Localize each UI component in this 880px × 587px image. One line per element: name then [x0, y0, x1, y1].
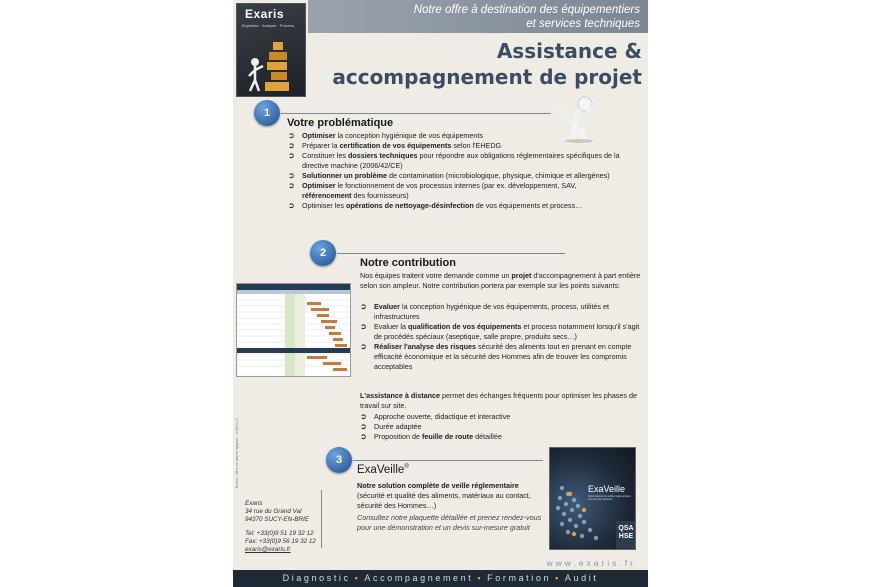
address-divider	[321, 490, 322, 548]
footer-item-accompagnement: Accompagnement	[364, 573, 474, 583]
list-item: ➲ Réaliser l'analyse des risques sécurité des aliments tout en prenant en compte efficacité économique et la sécurité des Hommes afin de trouver les compromis acceptables	[360, 342, 632, 371]
arrow-icon: ➲	[288, 201, 295, 210]
header-line-2: et services techniques	[526, 18, 640, 30]
section-1-list	[288, 131, 628, 211]
section-2-divider	[337, 253, 565, 254]
arrow-icon: ➲	[288, 131, 295, 140]
footer-item-formation: Formation	[487, 573, 552, 583]
header-band	[308, 0, 648, 33]
list-item: ➲ Approche ouverte, didactique et interactive	[360, 412, 511, 421]
list-item: ➲ Optimiser la conception hygiénique de vos équipements	[288, 131, 484, 140]
arrow-icon: ➲	[288, 181, 295, 190]
footer-band: Diagnostic ▪ Accompagnement ▪ Formation ▪ Audit	[233, 570, 648, 587]
logo-tagline: Expertise · Analyse · Process	[242, 23, 295, 28]
company-address	[245, 500, 316, 554]
page-title	[332, 38, 642, 90]
arrow-icon: ➲	[360, 412, 367, 421]
section-1-title: Votre problématique	[287, 117, 394, 129]
section-3-title: ExaVeille®	[357, 464, 409, 476]
exaveille-description: Notre solution complète de veille réglementaire (sécurité et qualité des aliments, matériaux au contact, sécurité des Hommes…)	[357, 481, 531, 510]
exaris-logo	[236, 3, 306, 97]
section-2-number: 2	[310, 240, 336, 266]
gantt-chart-image	[237, 284, 350, 376]
building-blocks-icon	[245, 36, 301, 94]
list-item: ➲ Solutionner un problème de contamination (microbiologique, physique, chimique et allergènes)	[288, 171, 610, 180]
list-item: ➲ Durée adaptée	[360, 422, 422, 431]
address-company: Exaris	[245, 500, 263, 507]
list-item: ➲ Préparer la certification de vos équipements selon l'EHEDG	[288, 141, 502, 150]
arrow-icon: ➲	[360, 322, 367, 331]
logo-brand: Exaris	[245, 7, 285, 21]
list-item: ➲ Optimiser les opérations de nettoyage-désinfection de vos équipements et process…	[288, 201, 583, 210]
arrow-icon: ➲	[288, 151, 295, 160]
arrow-icon: ➲	[360, 302, 367, 311]
address-email-link[interactable]: exaris@exaris.fr	[245, 546, 291, 554]
arrow-icon: ➲	[360, 342, 367, 351]
section-3-number: 3	[326, 447, 352, 473]
arrow-icon: ➲	[288, 141, 295, 150]
footer-item-audit: Audit	[564, 573, 599, 583]
arrow-icon: ➲	[360, 432, 367, 441]
exaveille-cta: Consultez notre plaquette détaillée et prenez rendez-vous pour une démonstration et un devis sur-mesure gratuit	[357, 513, 542, 532]
address-tel: Tel: +33(0)9 51 19 32 12	[245, 529, 314, 537]
address-fax: Fax: +33(0)9 56 19 32 12	[245, 537, 316, 545]
section-1-divider	[281, 113, 551, 114]
address-street: 34 rue du Grand Val	[245, 508, 302, 516]
title-line-2: accompagnement de projet	[332, 65, 642, 89]
title-line-1: Assistance &	[496, 39, 642, 63]
list-item: ➲ Constituer les dossiers techniques pour répondre aux obligations réglementaires spécifiques de la directive machine (2006/42/CE)	[288, 151, 620, 170]
section-2-intro: Nos équipes traitent votre demande comme un projet d'accompagnement à part entière selon son ampleur. Notre contribution portera par exemple sur les points suivants:	[360, 271, 641, 290]
brochure-badge: QSA HSE	[616, 521, 636, 549]
brochure-caption: Votre solution de veille réglementaire · sécurité des aliments	[588, 495, 633, 502]
website-link[interactable]: www.exaris.fr	[546, 558, 636, 568]
list-item: ➲ Optimiser le fonctionnement de vos processus internes (par ex. développement, SAV, référencement des fournisseurs)	[288, 181, 577, 200]
list-item: ➲ Proposition de feuille de route détaillée	[360, 432, 502, 441]
list-item: ➲ Evaluer la conception hygiénique de vos équipements, process, utilités et infrastructures	[360, 302, 609, 321]
section-2-list	[360, 302, 643, 372]
section-3-divider	[353, 460, 543, 461]
arrow-icon: ➲	[288, 171, 295, 180]
address-city: 94370 SUCY-EN-BRIE	[245, 516, 309, 524]
exaveille-brochure-cover[interactable]	[549, 447, 636, 550]
brochure-page	[233, 0, 648, 587]
footer-item-diagnostic: Diagnostic	[282, 573, 351, 583]
header-line-1: Notre offre à destination des équipementiers	[413, 4, 640, 16]
list-item: ➲ Evaluer la qualification de vos équipements et process notamment lorsqu'il s'agit de procédés spéciaux (aseptique, salle propre, produits secs…)	[360, 322, 640, 341]
remote-assistance-text: L'assistance à distance permet des échanges fréquents pour optimiser les phases de travail sur site.	[360, 391, 637, 410]
section-2-list-2	[360, 412, 643, 442]
vertical-note: Exaris – Mise en œuvre hygiène – V.2014-12	[235, 418, 239, 488]
section-1-number: 1	[254, 100, 280, 126]
arrow-icon: ➲	[360, 422, 367, 431]
brochure-title: ExaVeille	[588, 484, 626, 494]
section-2-title: Notre contribution	[360, 257, 456, 269]
gantt-chart-thumbnail	[236, 283, 351, 377]
